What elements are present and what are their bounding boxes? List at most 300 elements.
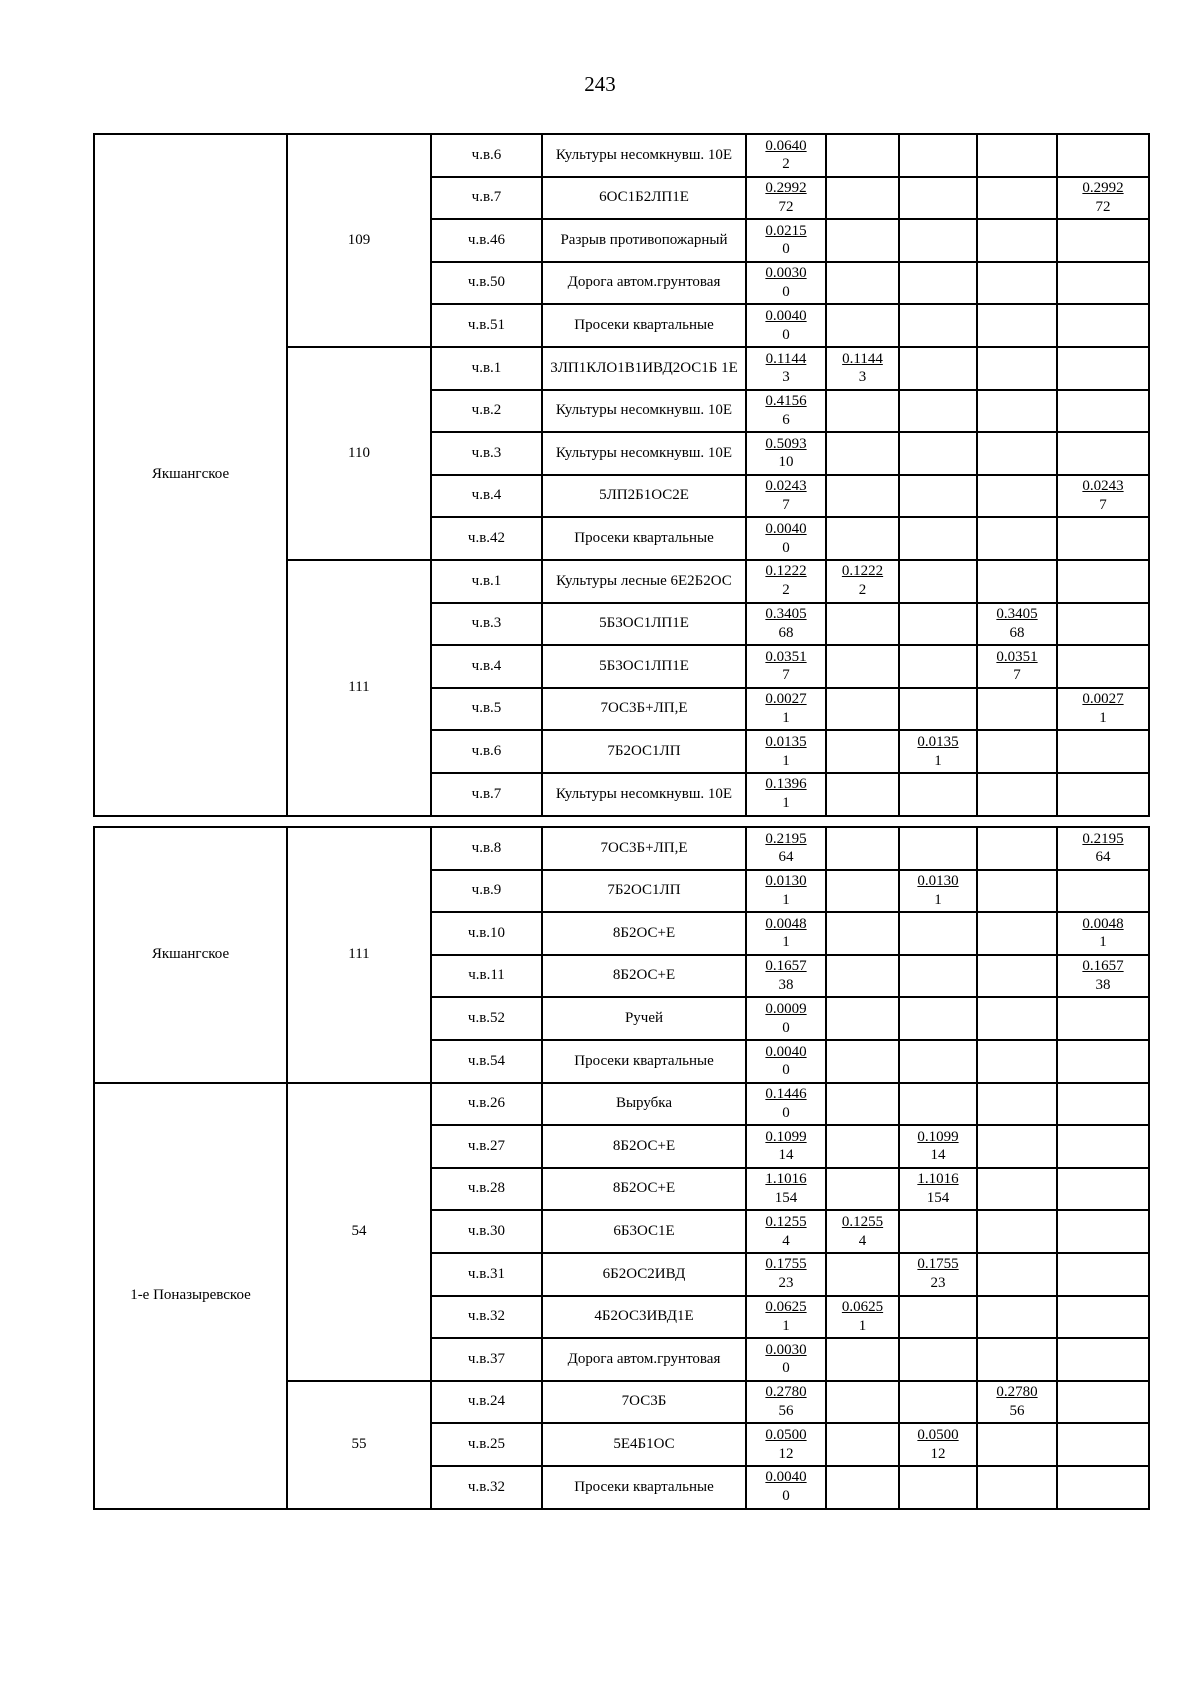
value-cell-1 bbox=[746, 1083, 826, 1126]
vydel-cell: ч.в.1 bbox=[431, 347, 542, 390]
description-cell: Просеки квартальные bbox=[542, 1466, 746, 1509]
area-value: 0.1396 bbox=[765, 776, 807, 793]
value-cell-2 bbox=[826, 432, 899, 475]
value-cell-3 bbox=[899, 1296, 977, 1339]
description-cell: Разрыв противопожарный bbox=[542, 219, 746, 262]
description-cell: Дорога автом.грунтовая bbox=[542, 262, 746, 305]
volume-value: 7 bbox=[782, 667, 790, 684]
fraction bbox=[765, 1213, 806, 1251]
fraction bbox=[917, 1128, 958, 1166]
value-cell-5 bbox=[1057, 304, 1149, 347]
fraction bbox=[765, 222, 806, 260]
vydel-cell: ч.в.6 bbox=[431, 730, 542, 773]
value-cell-5 bbox=[1057, 645, 1149, 688]
area-value: 0.1222 bbox=[765, 563, 807, 580]
value-cell-3 bbox=[899, 1083, 977, 1126]
value-cell-3 bbox=[899, 603, 977, 646]
vydel-cell: ч.в.7 bbox=[431, 773, 542, 816]
description-cell: 6Б3ОС1Е bbox=[542, 1210, 746, 1253]
value-cell-4 bbox=[977, 560, 1057, 603]
kvartal-cell: 110 bbox=[287, 347, 431, 560]
volume-value: 1 bbox=[782, 891, 790, 908]
area-value: 0.2195 bbox=[765, 830, 807, 847]
description-cell: 8Б2ОС+Е bbox=[542, 1125, 746, 1168]
value-cell-5 bbox=[1057, 475, 1149, 518]
value-cell-3 bbox=[899, 432, 977, 475]
value-cell-4 bbox=[977, 912, 1057, 955]
volume-value: 14 bbox=[930, 1147, 946, 1164]
volume-value: 154 bbox=[774, 1190, 798, 1207]
value-cell-4 bbox=[977, 773, 1057, 816]
fraction bbox=[765, 830, 806, 868]
value-cell-5 bbox=[1057, 912, 1149, 955]
volume-value: 6 bbox=[782, 411, 790, 428]
value-cell-2 bbox=[826, 517, 899, 560]
value-cell-5 bbox=[1057, 134, 1149, 177]
value-cell-5 bbox=[1057, 560, 1149, 603]
area-value: 0.2195 bbox=[1082, 830, 1124, 847]
area-value: 0.1755 bbox=[765, 1256, 807, 1273]
vydel-cell: ч.в.9 bbox=[431, 870, 542, 913]
fraction bbox=[1082, 179, 1123, 217]
value-cell-5 bbox=[1057, 432, 1149, 475]
volume-value: 10 bbox=[778, 454, 794, 471]
area-value: 0.0351 bbox=[996, 648, 1038, 665]
volume-value: 56 bbox=[778, 1403, 794, 1420]
fraction bbox=[765, 1000, 806, 1038]
value-cell-1 bbox=[746, 603, 826, 646]
vydel-cell: ч.в.3 bbox=[431, 603, 542, 646]
area-value: 0.1144 bbox=[842, 350, 883, 367]
description-cell: 7Б2ОС1ЛП bbox=[542, 730, 746, 773]
volume-value: 1 bbox=[782, 1317, 790, 1334]
volume-value: 64 bbox=[778, 849, 794, 866]
vydel-cell: ч.в.42 bbox=[431, 517, 542, 560]
kvartal-cell: 54 bbox=[287, 1083, 431, 1381]
fraction bbox=[765, 264, 806, 302]
fraction bbox=[1082, 915, 1123, 953]
fraction bbox=[765, 307, 806, 345]
fraction bbox=[917, 872, 958, 910]
value-cell-3 bbox=[899, 1381, 977, 1424]
value-cell-1 bbox=[746, 870, 826, 913]
table-row bbox=[94, 827, 1149, 870]
description-cell: 8Б2ОС+Е bbox=[542, 955, 746, 998]
volume-value: 0 bbox=[782, 539, 790, 556]
value-cell-2 bbox=[826, 827, 899, 870]
value-cell-5 bbox=[1057, 1466, 1149, 1509]
value-cell-2 bbox=[826, 1381, 899, 1424]
value-cell-2 bbox=[826, 1040, 899, 1083]
value-cell-4 bbox=[977, 1210, 1057, 1253]
description-cell: Дорога автом.грунтовая bbox=[542, 1338, 746, 1381]
description-cell: 6Б2ОС2ИВД bbox=[542, 1253, 746, 1296]
description-cell: Просеки квартальные bbox=[542, 517, 746, 560]
value-cell-1 bbox=[746, 1253, 826, 1296]
area-value: 0.0500 bbox=[917, 1426, 959, 1443]
description-cell: Просеки квартальные bbox=[542, 1040, 746, 1083]
value-cell-5 bbox=[1057, 262, 1149, 305]
value-cell-4 bbox=[977, 475, 1057, 518]
description-cell: Культуры несомкнувш. 10Е bbox=[542, 432, 746, 475]
value-cell-4 bbox=[977, 1338, 1057, 1381]
value-cell-4 bbox=[977, 730, 1057, 773]
value-cell-3 bbox=[899, 134, 977, 177]
value-cell-3 bbox=[899, 645, 977, 688]
area-value: 0.1657 bbox=[1082, 958, 1124, 975]
area-value: 0.2992 bbox=[765, 180, 807, 197]
kvartal-cell: 111 bbox=[287, 560, 431, 816]
value-cell-3 bbox=[899, 560, 977, 603]
value-cell-1 bbox=[746, 1210, 826, 1253]
description-cell: 5Б3ОС1ЛП1Е bbox=[542, 645, 746, 688]
vydel-cell: ч.в.5 bbox=[431, 688, 542, 731]
area-value: 0.0243 bbox=[765, 478, 807, 495]
value-cell-2 bbox=[826, 645, 899, 688]
volume-value: 56 bbox=[1009, 1403, 1025, 1420]
volume-value: 0 bbox=[782, 241, 790, 258]
description-cell: 8Б2ОС+Е bbox=[542, 912, 746, 955]
area-value: 0.3405 bbox=[765, 606, 807, 623]
value-cell-2 bbox=[826, 390, 899, 433]
fraction bbox=[996, 605, 1037, 643]
value-cell-2 bbox=[826, 262, 899, 305]
value-cell-1 bbox=[746, 134, 826, 177]
area-value: 0.1755 bbox=[917, 1256, 959, 1273]
value-cell-5 bbox=[1057, 997, 1149, 1040]
value-cell-5 bbox=[1057, 1423, 1149, 1466]
value-cell-4 bbox=[977, 870, 1057, 913]
value-cell-5 bbox=[1057, 1040, 1149, 1083]
vydel-cell: ч.в.24 bbox=[431, 1381, 542, 1424]
area-value: 0.0130 bbox=[917, 873, 959, 890]
vydel-cell: ч.в.32 bbox=[431, 1296, 542, 1339]
value-cell-3 bbox=[899, 219, 977, 262]
value-cell-4 bbox=[977, 955, 1057, 998]
vydel-cell: ч.в.30 bbox=[431, 1210, 542, 1253]
value-cell-1 bbox=[746, 1338, 826, 1381]
value-cell-4 bbox=[977, 177, 1057, 220]
fraction bbox=[765, 477, 806, 515]
value-cell-4 bbox=[977, 1083, 1057, 1126]
value-cell-5 bbox=[1057, 870, 1149, 913]
value-cell-1 bbox=[746, 1296, 826, 1339]
area-value: 0.0215 bbox=[765, 222, 807, 239]
value-cell-1 bbox=[746, 1040, 826, 1083]
value-cell-3 bbox=[899, 997, 977, 1040]
value-cell-2 bbox=[826, 773, 899, 816]
fraction bbox=[765, 1298, 806, 1336]
area-value: 0.0625 bbox=[765, 1299, 807, 1316]
description-cell: Просеки квартальные bbox=[542, 304, 746, 347]
value-cell-4 bbox=[977, 827, 1057, 870]
description-cell: 7ОС3Б bbox=[542, 1381, 746, 1424]
volume-value: 0 bbox=[782, 326, 790, 343]
description-cell: 5Б3ОС1ЛП1Е bbox=[542, 603, 746, 646]
value-cell-1 bbox=[746, 1466, 826, 1509]
kvartal-cell: 109 bbox=[287, 134, 431, 347]
volume-value: 72 bbox=[1095, 198, 1111, 215]
area-value: 0.0027 bbox=[1082, 691, 1124, 708]
value-cell-3 bbox=[899, 517, 977, 560]
value-cell-3 bbox=[899, 1040, 977, 1083]
description-cell: Ручей bbox=[542, 997, 746, 1040]
fraction bbox=[765, 1341, 806, 1379]
description-cell: 7Б2ОС1ЛП bbox=[542, 870, 746, 913]
value-cell-1 bbox=[746, 912, 826, 955]
value-cell-4 bbox=[977, 432, 1057, 475]
fraction bbox=[917, 1255, 958, 1293]
fraction bbox=[765, 915, 806, 953]
value-cell-5 bbox=[1057, 827, 1149, 870]
volume-value: 38 bbox=[778, 977, 794, 994]
value-cell-5 bbox=[1057, 1210, 1149, 1253]
value-cell-2 bbox=[826, 870, 899, 913]
volume-value: 1 bbox=[1099, 934, 1107, 951]
value-cell-1 bbox=[746, 1125, 826, 1168]
value-cell-4 bbox=[977, 1423, 1057, 1466]
vydel-cell: ч.в.37 bbox=[431, 1338, 542, 1381]
volume-value: 1 bbox=[858, 1317, 867, 1334]
description-cell: 4Б2ОС3ИВД1Е bbox=[542, 1296, 746, 1339]
volume-value: 1 bbox=[782, 795, 790, 812]
value-cell-3 bbox=[899, 347, 977, 390]
value-cell-3 bbox=[899, 773, 977, 816]
value-cell-1 bbox=[746, 997, 826, 1040]
area-value: 0.0009 bbox=[765, 1000, 807, 1017]
value-cell-3 bbox=[899, 955, 977, 998]
value-cell-3 bbox=[899, 827, 977, 870]
value-cell-4 bbox=[977, 1296, 1057, 1339]
volume-value: 12 bbox=[778, 1445, 794, 1462]
volume-value: 4 bbox=[858, 1232, 867, 1249]
description-cell: 5ЛП2Б1ОС2Е bbox=[542, 475, 746, 518]
volume-value: 3 bbox=[858, 369, 867, 386]
forest-table-1 bbox=[93, 133, 1150, 817]
value-cell-3 bbox=[899, 870, 977, 913]
vydel-cell: ч.в.25 bbox=[431, 1423, 542, 1466]
value-cell-1 bbox=[746, 955, 826, 998]
area-value: 0.2992 bbox=[1082, 180, 1124, 197]
value-cell-3 bbox=[899, 1466, 977, 1509]
value-cell-1 bbox=[746, 645, 826, 688]
vydel-cell: ч.в.51 bbox=[431, 304, 542, 347]
volume-value: 1 bbox=[934, 752, 942, 769]
area-value: 0.0640 bbox=[765, 137, 807, 154]
fraction bbox=[765, 733, 806, 771]
kvartal-cell: 111 bbox=[287, 827, 431, 1083]
fraction bbox=[765, 1170, 806, 1208]
kvartal-cell: 55 bbox=[287, 1381, 431, 1509]
value-cell-4 bbox=[977, 688, 1057, 731]
value-cell-2 bbox=[826, 1466, 899, 1509]
value-cell-1 bbox=[746, 560, 826, 603]
value-cell-4 bbox=[977, 347, 1057, 390]
volume-value: 0 bbox=[782, 1104, 790, 1121]
fraction bbox=[765, 872, 806, 910]
value-cell-5 bbox=[1057, 1125, 1149, 1168]
area-value: 0.0048 bbox=[1082, 915, 1124, 932]
vydel-cell: ч.в.52 bbox=[431, 997, 542, 1040]
area-value: 0.1222 bbox=[841, 563, 884, 580]
value-cell-2 bbox=[826, 219, 899, 262]
value-cell-2 bbox=[826, 134, 899, 177]
volume-value: 23 bbox=[930, 1275, 946, 1292]
volume-value: 2 bbox=[782, 582, 790, 599]
vydel-cell: ч.в.26 bbox=[431, 1083, 542, 1126]
value-cell-4 bbox=[977, 134, 1057, 177]
fraction bbox=[996, 1383, 1037, 1421]
volume-value: 2 bbox=[858, 582, 867, 599]
volume-value: 4 bbox=[782, 1232, 790, 1249]
value-cell-3 bbox=[899, 1125, 977, 1168]
area-value: 0.0351 bbox=[765, 648, 807, 665]
value-cell-2 bbox=[826, 955, 899, 998]
area-value: 0.1255 bbox=[765, 1213, 807, 1230]
volume-value: 38 bbox=[1095, 977, 1111, 994]
fraction bbox=[765, 435, 806, 473]
area-value: 0.5093 bbox=[765, 435, 807, 452]
volume-value: 154 bbox=[926, 1190, 950, 1207]
value-cell-3 bbox=[899, 475, 977, 518]
value-cell-5 bbox=[1057, 177, 1149, 220]
volume-value: 1 bbox=[1099, 710, 1107, 727]
value-cell-3 bbox=[899, 262, 977, 305]
area-value: 0.4156 bbox=[765, 393, 807, 410]
value-cell-4 bbox=[977, 219, 1057, 262]
value-cell-3 bbox=[899, 1210, 977, 1253]
vydel-cell: ч.в.31 bbox=[431, 1253, 542, 1296]
vydel-cell: ч.в.54 bbox=[431, 1040, 542, 1083]
fraction bbox=[1082, 830, 1123, 868]
fraction bbox=[842, 1298, 883, 1336]
value-cell-4 bbox=[977, 1125, 1057, 1168]
value-cell-2 bbox=[826, 1083, 899, 1126]
fraction bbox=[765, 1085, 806, 1123]
description-cell: Культуры несомкнувш. 10Е bbox=[542, 773, 746, 816]
value-cell-2 bbox=[826, 1168, 899, 1211]
description-cell: Культуры несомкнувш. 10Е bbox=[542, 134, 746, 177]
volume-value: 14 bbox=[778, 1147, 794, 1164]
area-value: 0.0040 bbox=[765, 307, 807, 324]
fraction bbox=[765, 957, 806, 995]
volume-value: 0 bbox=[782, 1488, 790, 1505]
area-value: 0.0243 bbox=[1082, 478, 1124, 495]
value-cell-1 bbox=[746, 688, 826, 731]
area-value: 0.1099 bbox=[917, 1128, 959, 1145]
value-cell-1 bbox=[746, 262, 826, 305]
value-cell-2 bbox=[826, 1253, 899, 1296]
value-cell-2 bbox=[826, 304, 899, 347]
value-cell-4 bbox=[977, 262, 1057, 305]
area-value: 0.0027 bbox=[765, 691, 807, 708]
volume-value: 7 bbox=[1099, 497, 1107, 514]
value-cell-1 bbox=[746, 347, 826, 390]
fraction bbox=[765, 1426, 806, 1464]
value-cell-5 bbox=[1057, 1296, 1149, 1339]
value-cell-3 bbox=[899, 1253, 977, 1296]
value-cell-1 bbox=[746, 304, 826, 347]
volume-value: 1 bbox=[934, 891, 942, 908]
vydel-cell: ч.в.2 bbox=[431, 390, 542, 433]
vydel-cell: ч.в.4 bbox=[431, 475, 542, 518]
vydel-cell: ч.в.50 bbox=[431, 262, 542, 305]
value-cell-1 bbox=[746, 219, 826, 262]
area-value: 0.0030 bbox=[765, 1341, 807, 1358]
description-cell: 8Б2ОС+Е bbox=[542, 1168, 746, 1211]
fraction bbox=[917, 1426, 958, 1464]
value-cell-5 bbox=[1057, 1083, 1149, 1126]
value-cell-4 bbox=[977, 304, 1057, 347]
volume-value: 7 bbox=[1013, 667, 1021, 684]
description-cell: 7ОС3Б+ЛП,Е bbox=[542, 688, 746, 731]
area-value: 0.1144 bbox=[765, 350, 807, 367]
vydel-cell: ч.в.10 bbox=[431, 912, 542, 955]
fraction bbox=[765, 520, 806, 558]
volume-value: 12 bbox=[930, 1445, 946, 1462]
volume-value: 64 bbox=[1095, 849, 1111, 866]
fraction bbox=[765, 562, 806, 600]
value-cell-5 bbox=[1057, 390, 1149, 433]
volume-value: 1 bbox=[782, 934, 790, 951]
vydel-cell: ч.в.27 bbox=[431, 1125, 542, 1168]
value-cell-1 bbox=[746, 390, 826, 433]
value-cell-1 bbox=[746, 177, 826, 220]
fraction bbox=[765, 1468, 806, 1506]
value-cell-5 bbox=[1057, 955, 1149, 998]
value-cell-5 bbox=[1057, 1253, 1149, 1296]
value-cell-2 bbox=[826, 912, 899, 955]
volume-value: 23 bbox=[778, 1275, 794, 1292]
area-value: 0.0500 bbox=[765, 1426, 807, 1443]
value-cell-1 bbox=[746, 1381, 826, 1424]
value-cell-5 bbox=[1057, 688, 1149, 731]
vydel-cell: ч.в.11 bbox=[431, 955, 542, 998]
value-cell-5 bbox=[1057, 1381, 1149, 1424]
vydel-cell: ч.в.8 bbox=[431, 827, 542, 870]
vydel-cell: ч.в.28 bbox=[431, 1168, 542, 1211]
description-cell: 6ОС1Б2ЛП1Е bbox=[542, 177, 746, 220]
volume-value: 0 bbox=[782, 284, 790, 301]
fraction bbox=[1082, 690, 1123, 728]
value-cell-2 bbox=[826, 1338, 899, 1381]
area-value: 0.0040 bbox=[765, 520, 807, 537]
fraction bbox=[765, 648, 806, 686]
volume-value: 68 bbox=[1009, 624, 1025, 641]
lesnichestvo-cell: Якшангское bbox=[94, 134, 287, 816]
value-cell-4 bbox=[977, 517, 1057, 560]
fraction bbox=[765, 392, 806, 430]
area-value: 0.0625 bbox=[841, 1299, 884, 1316]
vydel-cell: ч.в.3 bbox=[431, 432, 542, 475]
fraction bbox=[842, 1213, 883, 1251]
table-row bbox=[94, 1083, 1149, 1126]
value-cell-4 bbox=[977, 1253, 1057, 1296]
area-value: 0.1657 bbox=[765, 958, 807, 975]
volume-value: 0 bbox=[782, 1019, 790, 1036]
value-cell-3 bbox=[899, 177, 977, 220]
value-cell-4 bbox=[977, 390, 1057, 433]
volume-value: 1 bbox=[782, 710, 790, 727]
value-cell-4 bbox=[977, 997, 1057, 1040]
volume-value: 72 bbox=[778, 198, 794, 215]
volume-value: 7 bbox=[782, 497, 790, 514]
description-cell: 7ОС3Б+ЛП,Е bbox=[542, 827, 746, 870]
area-value: 0.1099 bbox=[765, 1128, 807, 1145]
description-cell: Вырубка bbox=[542, 1083, 746, 1126]
value-cell-5 bbox=[1057, 517, 1149, 560]
area-value: 0.0040 bbox=[765, 1469, 807, 1486]
